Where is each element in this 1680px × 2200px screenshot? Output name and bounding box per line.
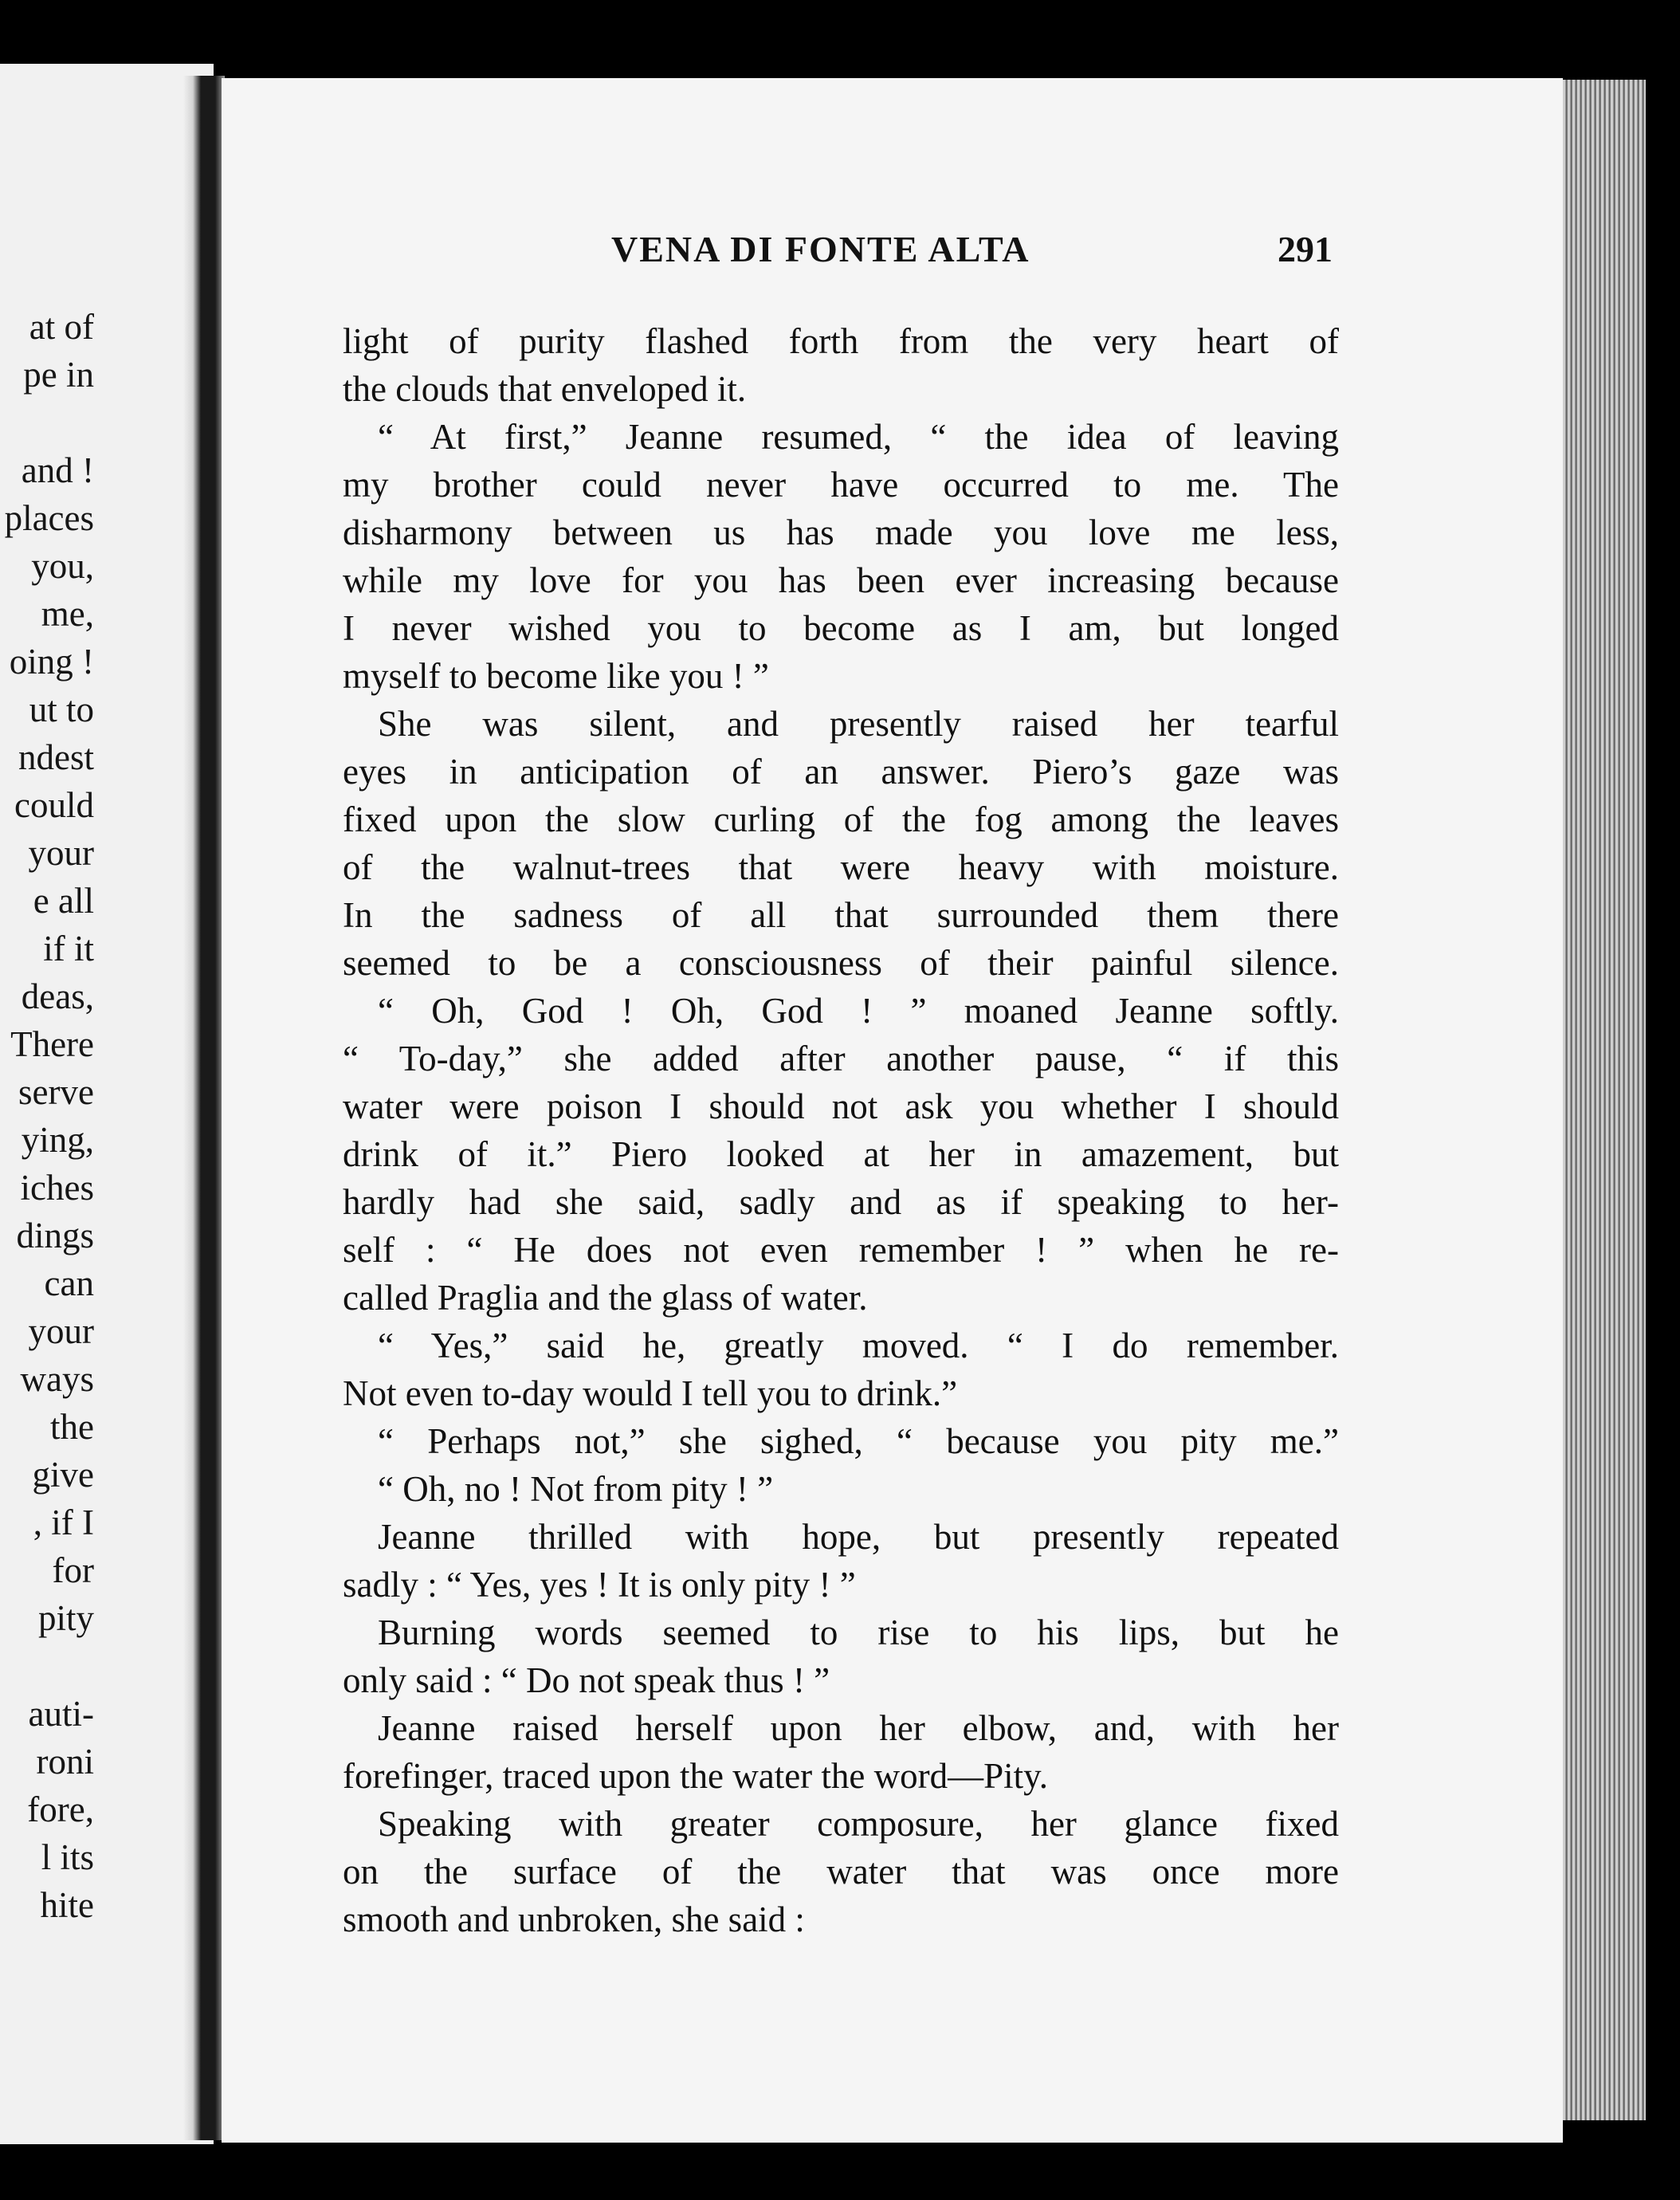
running-head: VENA DI FONTE ALTA bbox=[611, 229, 1030, 269]
left-line: deas, bbox=[21, 976, 94, 1016]
text-line: self : “ He does not even remember ! ” when he re- bbox=[343, 1230, 1339, 1270]
text-line: Burning words seemed to rise to his lips, but he bbox=[378, 1613, 1339, 1652]
left-line: dings bbox=[16, 1216, 94, 1255]
left-line: serve bbox=[18, 1072, 94, 1112]
left-line: oing ! bbox=[9, 642, 94, 682]
book-gutter bbox=[183, 76, 225, 2140]
left-line: iches bbox=[20, 1168, 94, 1208]
left-line: There bbox=[10, 1024, 94, 1064]
left-line: the bbox=[50, 1407, 94, 1447]
left-line: ways bbox=[20, 1359, 94, 1399]
text-line: disharmony between us has made you love me less, bbox=[343, 513, 1339, 552]
text-line: of the walnut-trees that were heavy with moisture. bbox=[343, 847, 1339, 887]
text-line: hardly had she said, sadly and as if speaking to her- bbox=[343, 1182, 1339, 1222]
left-line: l its bbox=[41, 1837, 94, 1877]
left-line: can bbox=[44, 1263, 94, 1303]
text-line: called Praglia and the glass of water. bbox=[343, 1278, 868, 1318]
left-line: , if I bbox=[33, 1503, 94, 1542]
text-line: drink of it.” Piero looked at her in amazement, but bbox=[343, 1134, 1339, 1174]
text-line: smooth and unbroken, she said : bbox=[343, 1899, 805, 1939]
left-line: ying, bbox=[21, 1120, 94, 1160]
page-edges bbox=[1558, 80, 1646, 2120]
text-line: only said : “ Do not speak thus ! ” bbox=[343, 1660, 830, 1700]
left-line: auti- bbox=[28, 1694, 94, 1734]
text-line: “ To-day,” she added after another pause, “ if this bbox=[343, 1039, 1339, 1078]
text-line: I never wished you to become as I am, but longed bbox=[343, 608, 1339, 648]
left-line: for bbox=[52, 1550, 94, 1590]
left-line: ut to bbox=[29, 689, 94, 729]
left-line: hite bbox=[40, 1885, 94, 1925]
left-line: fore, bbox=[27, 1789, 94, 1829]
left-page-text-fragments bbox=[0, 303, 94, 1929]
text-line: Speaking with greater composure, her glance fixed bbox=[378, 1804, 1339, 1844]
text-line: “ Yes,” said he, greatly moved. “ I do remember. bbox=[378, 1326, 1339, 1365]
left-line: and ! bbox=[21, 450, 94, 490]
text-line: while my love for you has been ever increasing because bbox=[343, 560, 1339, 600]
left-line: your bbox=[28, 833, 94, 873]
left-line: places bbox=[4, 498, 94, 538]
text-line: sadly : “ Yes, yes ! It is only pity ! ” bbox=[343, 1565, 856, 1605]
left-line: e all bbox=[33, 881, 94, 921]
left-line: ndest bbox=[18, 737, 94, 777]
text-line: “ Perhaps not,” she sighed, “ because you pity me.” bbox=[378, 1421, 1339, 1461]
left-line: pity bbox=[37, 1598, 94, 1638]
left-line: could bbox=[14, 785, 94, 825]
left-line: your bbox=[28, 1311, 94, 1351]
text-line: the clouds that enveloped it. bbox=[343, 369, 747, 409]
left-line: at of bbox=[29, 307, 94, 347]
text-line: “ Oh, no ! Not from pity ! ” bbox=[378, 1469, 774, 1509]
left-line bbox=[0, 1642, 94, 1690]
left-line: roni bbox=[36, 1742, 94, 1782]
left-line: if it bbox=[43, 929, 94, 968]
text-line: light of purity flashed forth from the very heart of bbox=[343, 321, 1339, 361]
left-line: me, bbox=[41, 594, 94, 634]
text-line: Jeanne thrilled with hope, but presently repeated bbox=[378, 1517, 1339, 1557]
left-line: you, bbox=[31, 546, 94, 586]
left-line bbox=[0, 399, 94, 446]
text-line: myself to become like you ! ” bbox=[343, 656, 769, 696]
text-line: “ At first,” Jeanne resumed, “ the idea of leaving bbox=[378, 417, 1339, 457]
text-line: fixed upon the slow curling of the fog among the leaves bbox=[343, 799, 1339, 839]
text-line: She was silent, and presently raised her tearful bbox=[378, 704, 1339, 744]
text-line: forefinger, traced upon the water the word—Pity. bbox=[343, 1756, 1048, 1796]
text-line: my brother could never have occurred to me. The bbox=[343, 465, 1339, 505]
text-line: water were poison I should not ask you whether I should bbox=[343, 1086, 1339, 1126]
left-page bbox=[0, 64, 214, 2144]
left-line: pe in bbox=[23, 355, 94, 395]
text-line: “ Oh, God ! Oh, God ! ” moaned Jeanne softly. bbox=[378, 991, 1339, 1031]
left-line: give bbox=[32, 1455, 94, 1495]
text-line: on the surface of the water that was once more bbox=[343, 1852, 1339, 1892]
text-line: eyes in anticipation of an answer. Piero’s gaze was bbox=[343, 752, 1339, 792]
text-line: Jeanne raised herself upon her elbow, and, with her bbox=[378, 1708, 1339, 1748]
text-line: In the sadness of all that surrounded them there bbox=[343, 895, 1339, 935]
text-line: Not even to-day would I tell you to drink.” bbox=[343, 1373, 958, 1413]
body-text bbox=[343, 317, 1339, 1943]
page-number: 291 bbox=[1278, 229, 1333, 269]
text-line: seemed to be a consciousness of their painful silence. bbox=[343, 943, 1339, 983]
